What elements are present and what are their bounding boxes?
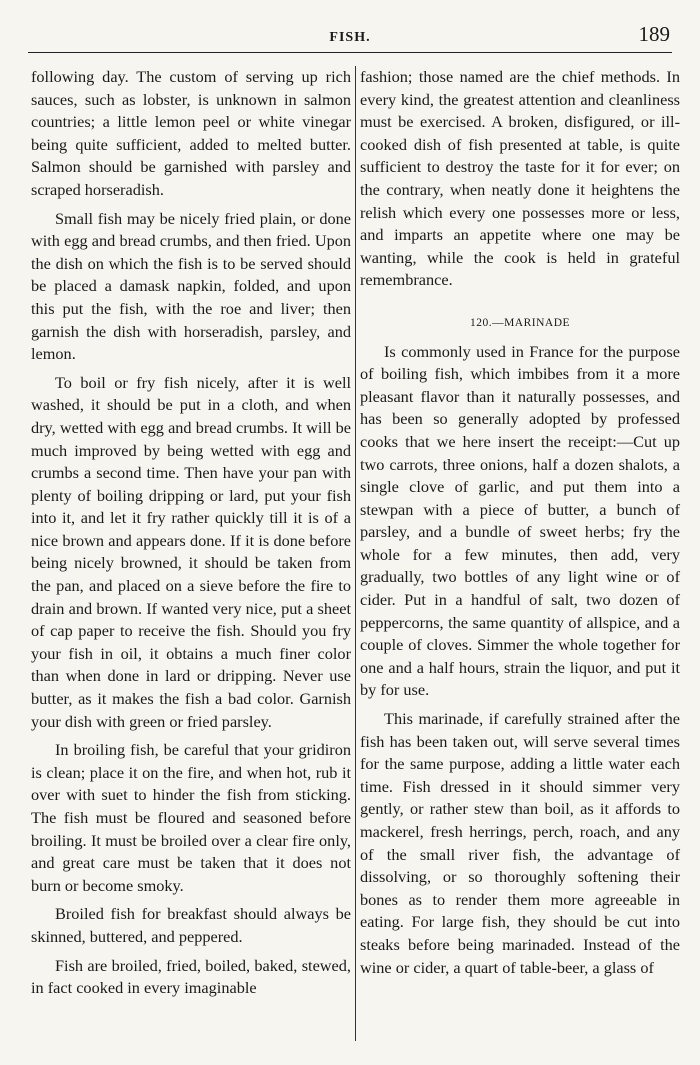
paragraph: To boil or fry fish nicely, after it is well washed, it should be put in a cloth, and when dry, wetted with egg and bread crumbs. It will be much improved by being wetted with egg and crumbs a second time. Then have your pan with plenty of boiling dripping or lard, put your fish into it, and let it fry rather quickly till it is of a nice brown and appears done. If it is done before being nicely browned, it should be taken from the pan, and placed on a sieve before the fire to drain and brown. If wanted very nice, put a sheet of cap paper to receive the fish. Should you fry your fish in oil, it obtains a much finer color than when done in lard or dripping. Never use butter, as it makes the fish a bad color. Garnish your dish with green or fried parsley. [31, 372, 351, 731]
paragraph: Is commonly used in France for the purpose of boiling fish, which imbibes from it a more pleasant flavor than it naturally possesses, and has been so generally adopted by professed cooks that we here insert the receipt:—Cut up two carrots, three onions, half a dozen shalots, a single clove of garlic, and put them into a stewpan with a piece of butter, a bunch of parsley, and a bundle of sweet herbs; fry the whole for a few minutes, then add, very gradually, two bottles of any light wine or of cider. Put in a handful of salt, two dozen of peppercorns, the same quantity of allspice, and a couple of cloves. Simmer the whole together for one and a half hours, strain the liquor, and put it by for use. [360, 341, 680, 700]
paragraph: Broiled fish for breakfast should always be skinned, buttered, and peppered. [31, 904, 351, 946]
right-column [360, 66, 680, 985]
running-head: FISH. [329, 30, 371, 45]
section-heading: 120.—MARINADE [469, 316, 571, 329]
left-column [31, 66, 351, 1006]
paragraph: In broiling fish, be careful that your gridiron is clean; place it on the fire, and when hot, rub it over with suet to hinder the fish from sticking. The fish must be floured and seasoned before broiling. It must be broiled over a clear fire only, and great care must be taken that it does not burn or become smoky. [31, 740, 351, 895]
paragraph: following day. The custom of serving up rich sauces, such as lobster, is unknown in salmon countries; a little lemon peel or white vinegar being quite sufficient, added to melted butter. Salmon should be garnished with parsley and scraped horseradish. [31, 67, 351, 199]
paragraph: This marinade, if carefully strained after the fish has been taken out, will serve several times for the same purpose, adding a little water each time. Fish dressed in it should simmer very gently, or rather stew than boil, as it affords to mackerel, fresh herrings, perch, roach, and any of the small river fish, the advantage of dissolving, or so thoroughly softening their bones as to render them more agreeable in eating. For large fish, they should be cut into steaks before being marinaded. Instead of the wine or cider, a quart of table-beer, a glass of [360, 709, 680, 977]
page-header [28, 22, 672, 53]
page-number: 189 [638, 22, 670, 46]
paragraph: fashion; those named are the chief methods. In every kind, the greatest attention and cleanliness must be exercised. A broken, disfigured, or ill-cooked dish of fish presented at table, is quite sufficient to destroy the taste for it for ever; on the contrary, when neatly done it heightens the relish which every one possesses more or less, and imparts an appetite where one may be wanting, while the cook is held in grateful remembrance. [360, 67, 680, 290]
paragraph: Fish are broiled, fried, boiled, baked, stewed, in fact cooked in every imaginable [31, 955, 351, 998]
column-divider [355, 66, 356, 1041]
paragraph: Small fish may be nicely fried plain, or done with egg and bread crumbs, and then fried. Upon the dish on which the fish is to be served should be placed a damask napkin, folded, and upon this put the fish, with the roe and liver; then garnish the dish with horseradish, parsley, and lemon. [31, 208, 351, 364]
